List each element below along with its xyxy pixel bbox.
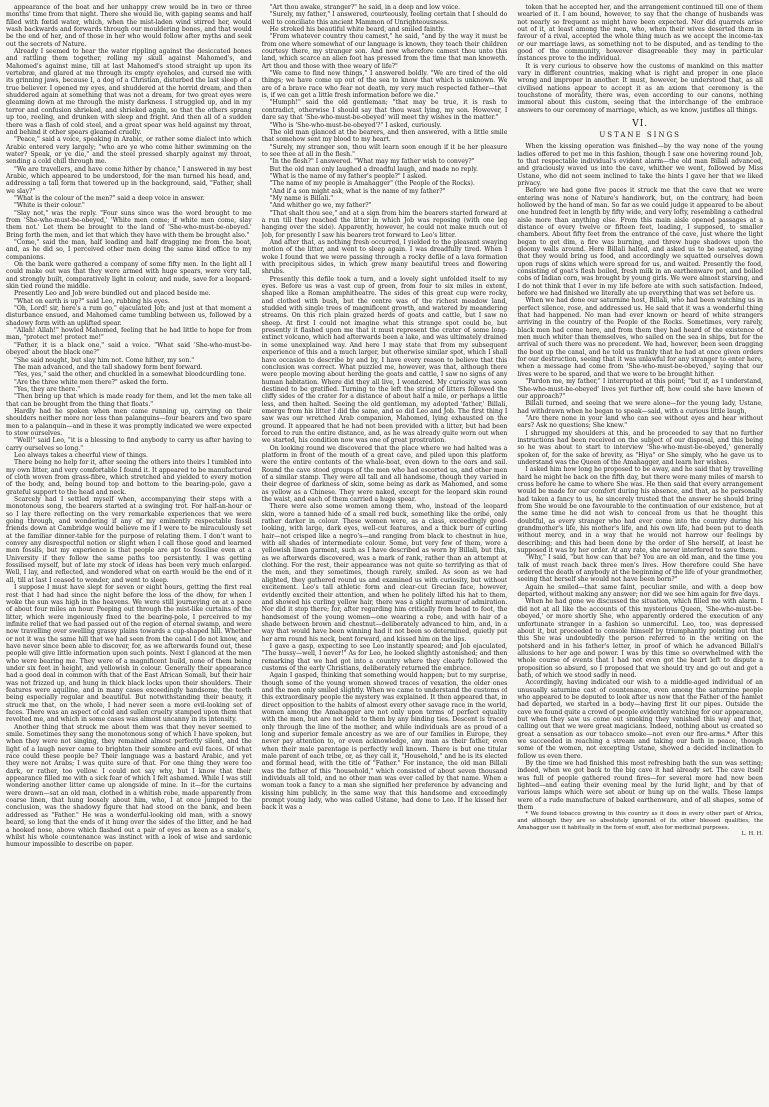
paragraph: Presently Leo and Job were bundled out and placed beside me. [14,290,211,298]
paragraph: "My name is Billali." [269,194,334,202]
paragraph: "Allah! Allah!" howled Mahomed, feeling that he had little to hope for from man, "protect me! protect me!" [6,327,252,342]
paragraph: Before we had gone five paces it struck me that the cave that we were entering was none of Nature's handiwork, but, on the contrary, had been hollowed by the hand of man. So far as we could judge it appeared to be about one hundred feet in length by fifty wide, and very lofty, resembling a cathedral aisle more than anything else. From this main aisle opened passages at a distance of every twelve or fifteen feet, leading, I supposed, to smaller chambers. About fifty feet from the entrance of the cave, just where the light began to get dim, a fire was burning, and threw huge shadows upon the gloomy walls around. Here Billali halted, and asked us to be seated, saying that they would bring us food, and accordingly we squatted ourselves down upon rugs of skins which were spread for us, and waited. Presently the food, consisting of goat's flesh boiled, fresh milk in an earthenware pot, and boiled cobs of Indian corn, was brought by young girls. We were almost starving, and I do not think that I ever in my life before ate with such satisfaction. Indeed, before we had finished we literally ate up everything that was set before us. [517,187,764,298]
paragraph: Hardly had he spoken when men came running up, carrying on their shoulders neither more nor less than palanquins—four bearers and two spare men to a palanquin—and in these it was promptly indicated we were expected to stow ourselves. [6,407,252,437]
footnote: * We found tobacco growing in this country as it does in every other part of Africa, and although they are so absolutely ignorant of its other blessed qualities, the Amahagger use it habitually in the form of snuff, also for medicinal purposes. [517,811,764,831]
paragraph: "And if a son might ask, what is the name of my father?" [269,187,446,195]
paragraph: "From whatever country thou camest," he said, "and by the way it must be from one where somewhat of our language is known, they teach their children courtesy there, my stranger son. And now wherefore camest thou unto this land, which scarce an alien foot has pressed from the time that man knoweth. Art thou and those with thee weary of life?" [261,33,508,70]
paragraph: "What on earth is up?" said Leo, rubbing his eyes. [14,297,170,305]
text-columns [6,4,763,1103]
column-1 [6,4,252,1103]
paragraph: Billali turned, and seeing that we were alone—for the young lady, Ustane, had withdrawn when he began to speak—said, with a curious little laugh, [517,400,764,415]
paragraph: "Well!" said Leo, "it is a blessing to find anybody to carry us after having to carry ourselves so long." [6,437,252,452]
column-3 [517,4,763,1103]
paragraph: When the kissing operation was finished—by the way none of the young ladies offered to pet me in this fashion, though I saw one hovering round Job, to that respectable individual's evident alarm—the old man Billali advanced, and graciously waved us into the cave, whither we went, followed by Miss Ustane, who did not seem inclined to take the hints I gave her that we liked privacy. [517,143,764,187]
paragraph: When we had done our saturnine host, Billali, who had been watching us in perfect silence, rose, and addressed us. He said that it was a wonderful thing that had happened. No man had ever known or heard of white strangers arriving in the country of the People of the Rocks. Sometimes, very rarely, black men had come here, and from them they had heard of the existence of men much whiter than themselves, who sailed on the sea in ships, but for the arrival of such there was no precedent. We had, however, been seen dragging the boat up the canal, and he told us frankly that he had at once given orders for our destruction, seeing that it was unlawful for any stranger to enter here, when a message had come from 'She-who-must-be-obeyed,' saying that our lives were to be spared, and that we were to be brought hither. [517,297,764,378]
paragraph: "That shalt thou see," and at a sign from him the bearers started forward at a run till they reached the litter in which Job was reposing (with one leg hanging over the side). Apparently, however, he could not make much out of Job, for presently I saw his bearers trot forward to Leo's litter. [261,209,508,239]
paragraph: "Pardon me, my father," I interrupted at this point; "but if, as I understand, 'She-who-must-be-obeyed' lives yet further off, how could she have known of our approach?" [517,378,764,400]
paragraph: The man advanced, and the tall shadowy form bent forward. [14,363,203,371]
paragraph: "In the flesh?" I answered. "What may my father wish to convey?" [269,158,475,166]
paragraph: Presently this defile took a turn, and a lovely sight unfolded itself to my eyes. Before us was a vast cup of green, from four to six miles in extent, shaped like a Roman amphitheatre. The sides of this great cup were rocky, and clothed with bush, but the centre was of the richest meadow land, studded with single trees of magnificent growth, and watered by meandering streams. On this rich plain grazed herds of goats and cattle, but I saw no sheep. At first I could not imagine what this strange spot could be, but presently it flashed upon me that it must represent the crater of some long-extinct volcano, which had afterwards been a lake, and was ultimately drained in some unexplained way. And here I may state that from my subsequent experience of this and a much larger, but otherwise similar spot, which I shall have occasion to describe by and by, I have every reason to believe that this conclusion was correct. What puzzled me, however, was that, although there were people moving about herding the goats and cattle, I saw no signs of any human habitation. Where did they all live, I wondered. My curiosity was soon destined to be gratified. Turning to the left the string of litters followed the cliffy sides of the crater for a distance of about half a mile, or perhaps a little less, and then halted. Seeing the old gentleman, my adopted 'father,' Billali, emerge from his litter I did the same, and so did Leo and Job. The first thing I saw was our wretched Arab companion, Mahomed, lying exhausted on the ground. It appeared that he had not been provided with a litter, but had been forced to run the entire distance, and, as he was already quite worn out when we started, his condition now was one of great prostration. [261,275,508,445]
column-2 [262,4,508,1103]
paragraph: "Surely, my father," I answered, courteously, feeling certain that I should do well to conciliate this ancient Mammon of Unrighteousness. [261,11,508,26]
paragraph: "Are there none in your land who can see without eyes and hear without ears? Ask no questions; She knew." [517,414,764,430]
paragraph: Already I seemed to hear the water rippling against the desiccated bones and rattling them together, rolling my skull against Mahomed's, and Mahomed's against mine, till at last Mahomed's stood straight up upon its vertebræ, and glared at me through its empty eyeholes, and cursed me with its grinning jaws, because I, a dog of a Christian, disturbed the last sleep of a true believer. I opened my eyes, and shuddered at the horrid dream, and then shuddered again at something that was not a dream, for two great eyes were gleaming down at me through the misty darkness. I struggled up, and in my terror and confusion shrieked, and shrieked again, so that the others sprang up too, reeling, and drunken with sleep and fright. And then all of a sudden there was a flash of cold steel, and a great spear was held against my throat, and behind it other spears gleamed cruelly. [6,48,252,136]
paragraph: There were also some women among them, who, instead of the leopard skin, wore a tanned hide of a small red buck, something like the oribé, only rather darker in colour. These women were, as a class, exceedingly good-looking, with large, dark eyes, well-cut features, and a thick burr of curling hair—not crisped like a negro's—and ranging from black to chestnut in hue, with all shades of intermediate colour. Some, but very few of them, wore a yellowish linen garment, such as I have described as worn by Billali, but this, as we afterwards discovered, was a mark of rank, rather than an attempt at clothing. For the rest, their appearance was not quite so terrifying as that of the men, and they sometimes, though rarely, smiled. As soon as we had alighted, they gathered round us and examined us with curiosity, but without excitement. Leo's tall athletic form and clear-cut Grecian face, however, evidently excited their attention, and when he politely lifted his hat to them, and showed his curling yellow hair, there was a slight murmur of admiration. Nor did it stop there; for, after regarding him critically from head to foot, the handsomest of the young women—one wearing a robe, and with hair of a shade between brown and chestnut—deliberately advanced to him, and, in a way that would have been winning had it not been so determined, quietly put her arm round his neck, bent forward, and kissed him on the lips. [261,503,508,643]
paragraph: I gave a gasp, expecting to see Leo instantly speared; and Job ejaculated, "The hussy—well, I never!" As for Leo, he looked slightly astonished; and then remarking that we had got into a country where they clearly followed the customs of the early Christians, deliberately returned the embrace. [261,642,508,672]
paragraph: "The name of my people is Amahagger" (the People of the Rocks). [269,180,475,188]
column-3-intro [517,4,763,114]
paragraph: Accordingly, having indicated our wish to a middle-aged individual of an unusually saturnine cast of countenance, even among the saturnine people who appeared to be deputed to look after us now that the Father of the hamlet had departed, we started in a body—having first lit our pipes. Outside the cave we found quite a crowd of people evidently watching for our appearance, but when they saw us come out smoking they vanished this way and that, calling out that we were great magicians. Indeed, nothing about us created so great a sensation as our tobacco smoke—not even our fire-arms.* After this we succeeded in reaching a stream and taking our bath in peace, though some of the women, not excepting Ustane, showed a decided inclination to follow us even there. [517,679,764,760]
paragraph: "Peace," said a voice, speaking in Arabic, or rather some dialect into which Arabic entered very largely; "who are ye who come hither swimming on the water? Speak, or ye die," and the steel pressed sharply against my throat, sending a cold chill through me. [6,136,252,166]
chapter-body [517,143,763,811]
paragraph: "Yes, they are there." [14,385,81,393]
paragraph: appearance of the boat and her unhappy crew would be in two or three months' time from that night. There she would lie, with gaping seams and half filled with fœtid water, which, when the mist-laden wind stirred her, would wash backwards and forwards through our mouldering bones, and that would be the end of her, and of those in her who would follow after myths and seek out the secrets of Nature. [6,4,252,48]
paragraph: "She said nought, but slay him not. Come hither, my son." [14,356,195,364]
paragraph: "Then bring up that which is made ready for them, and let the men take all that can be brought from the thing that floats." [6,393,252,408]
paragraph: "Come," said the man, half leading and half dragging me from the boat, and, as he did so, I perceived other men doing the same kind office to my companions. [6,239,252,261]
signature: L. H. H. [741,831,764,838]
paragraph: On looking round we discovered that the place where we had halted was a platform in front of the mouth of a great cave, and piled upon this platform were the entire contents of the whale-boat, even down to the oars and sail. Round the cave stood groups of the men who had escorted us, and other men of a similar stamp. They were all tall and all handsome, though they varied in their degree of darkness of skin, some being as dark as Mahomed, and some as yellow as a Chinese. They were naked, except for the leopard skin round the waist, and each of them carried a huge spear. [261,444,508,504]
paragraph: I suppose I must have slept for seven or eight hours, getting the first real rest that I had had since the night before the loss of the dhow, for when I woke the sun was high in the heavens. We were still journeying on at a pace of about four miles an hour. Peeping out through the mist-like curtains of the litter, which were ingeniously fixed to the bearing-pole, I perceived to my infinite relief that we had passed out of the region of eternal swamp, and were now travelling over swelling grassy plains towards a cup-shaped hill. Whether or not it was the same hill that we had seen from the canal I do not know, and have never since been able to discover, for, as we afterwards found out, these people will give little information upon such points. Next I glanced at the men who were bearing me. They were of a magnificent build, none of them being under six feet in height, and yellowish in colour. Generally their appearance had a good deal in common with that of the East African Somali, but their hair was not frizzed up, and hung in thick black locks upon their shoulders. Their features were aquiline, and in many cases exceedingly handsome, the teeth being especially regular and beautiful. But notwithstanding their beauty, it struck me that, on the whole, I had never seen a more evil-looking set of faces. There was an aspect of cold and sullen cruelty stamped upon them that revolted me, and which in some cases was almost uncanny in its intensity. [6,584,252,724]
paragraph: And after that, as nothing fresh occurred, I yielded to the pleasant swaying motion of the litter, and went to sleep again. I was dreadfully tired. When I woke I found that we were passing through a rocky defile of a lava formation with precipitous sides, in which grew many beautiful trees and flowering shrubs. [261,239,508,276]
paragraph: Again I gasped, thinking that something would happen; but to my surprise, though some of the young women showed traces of vexation, the older ones and the men only smiled slightly. When we came to understand the customs of this extraordinary people the mystery was explained. It then appeared that, in direct opposition to the habits of almost every other savage race in the world, women among the Amahagger are not only upon terms of perfect equality with the men, but are not held to them by any binding ties. Descent is traced only through the line of the mother, and while individuals are as proud of a long and superior female ancestry as we are of our families in Europe, they never pay attention to, or even acknowledge, any man as their father, even when their male parentage is perfectly well known. There is but one titular male parent of each tribe, or, as they call it, "Household," and he is its elected and formal head, with the title of "Father." For instance, the old man Billali was the father of this "household," which consisted of about seven thousand individuals all told, and no other man was ever called by that name. When a woman took a fancy to a man she signified her preference by advancing and kissing him publicly, in the same way that this handsome and exceedingly prompt young lady, who was called Ustane, had done to Leo. If he kissed her back it was a [261,672,508,812]
paragraph: Scarcely had I settled myself when, accompanying their steps with a monotonous song, the bearers started at a swinging trot. For half-an-hour or so I lay there reflecting on the very remarkable experiences that we were going through, and wondering if any of my eminently respectable fossil friends down at Cambridge would believe me if I were to be miraculously set at the familiar dinner-table for the purpose of relating them. I don't want to convey any disrespectful notion or slight when I call those good and learned men fossils, but my experience is that people are apt to fossilise even at a University if they follow the same paths too persistently. I was getting fossilised myself, but of late my stock of ideas has been very much enlarged. Well, I lay, and reflected, and wondered what on earth would be the end of it all, till at last I ceased to wonder, and went to sleep. [6,496,252,584]
paragraph: "Surely, my stranger son, thou wilt learn soon enough if it be her pleasure to see thee at all in the flesh." [261,143,508,158]
paragraph: Leo always takes a cheerful view of things. [14,451,148,459]
paragraph: There being no help for it, after seeing the others into theirs I tumbled into my own litter, and very comfortable I found it. It appeared to be manufactured of cloth woven from grass-fibre, which stretched and yielded to every motion of the body, and, being bound top and bottom to the bearing-pole, gave a grateful support to the head and neck. [6,459,252,496]
paragraph: "We are travellers, and have come hither by chance," I answered in my best Arabic, which appeared to be understood, for the man turned his head, and, addressing a tall form that towered up in the background, said, "Father, shall we slay?" [6,165,252,195]
paragraph: I asked him how long he proposed to be away, and he said that by travelling hard he might be back on the fifth day, but there were many miles of marsh to cross before he came to where She was. He then said that every arrangement would be made for our comfort during his absence, and that, as he personally had taken a fancy to us, he sincerely trusted that the answer he should bring from She would be one favourable to the continuation of our existence, but at the same time he did not wish to conceal from us that he thought this doubtful, as every stranger who had ever come into the country during his grandmother's life, his mother's life, and his own life, had been put to death without mercy, and in a way that he would not harrow our feelings by describing; and this had been done by the order of She herself, at least he supposed it was by her order. At any rate, she never interfered to save them. [517,466,764,555]
paragraph: "What is the name of my father's people?" I asked. [269,172,428,180]
paragraph: "Oh, Lord! sir, here's a rum go," ejaculated Job; and just at that moment a disturbance ensued, and Mahomed came tumbling between us, followed by a shadowy form with an uplifted spear. [6,305,252,327]
paragraph: "Slay not," was the reply. "Four suns since was the word brought to me from 'She-who-must-be-obeyed,' 'White men come; if white men come, slay them not.' Let them be brought to the land of 'She-who-must-be-obeyed.' Bring forth the men, and let that which they have with them be brought also." [6,209,252,239]
paragraph: "Art thou awake, stranger?" he said, in a deep and low voice. [269,4,461,11]
paragraph: Again he smiled—that same faint, peculiar smile, and with a deep bow departed, without making any answer; nor did we see him again for five days. [517,583,764,599]
paragraph: But the old man only laughed a dreadful laugh, and made no reply. [269,165,478,173]
paragraph: "And whither go we, my father?" [269,202,372,210]
paragraph: Another thing that struck me about them was that they never seemed to smile. Sometimes they sang the monotonous song of which I have spoken, but when they were not singing, they remained almost perfectly silent, and the light of a laugh never came to brighten their sombre and evil faces. Of what race could these people be? Their language was a bastard Arabic, and yet they were not Arabs; I was quite sure of that. For one thing they were too dark, or rather, too yellow. I could not say why, but I know that their appearance filled me with a sick fear of which I felt ashamed. While I was still wondering another litter came up alongside of mine. In it—for the curtains were drawn—sat an old man, clothed in a whitish robe, made apparently from coarse linen, that hung loosely about him, who, I at once jumped to the conclusion, was the shadowy figure that had stood on the bank, and been addressed as "Father." He was a wonderful-looking old man, with a snowy beard, so long that the ends of it hung over the sides of the litter, and he had a hooked nose, above which flashed out a pair of eyes as keen as a snake's, whilst his whole countenance was instinct with a look of wise and sardonic humour impossible to describe on paper. [6,723,252,849]
paragraph: The old man glanced at the bearers, and then answered, with a little smile that somehow sent my blood to my heart. [261,128,508,144]
paragraph: "Father, it is a black one," said a voice. "What said 'She-who-must-be-obeyed' about the black one?" [6,341,252,357]
paragraph: It is very curious to observe how the customs of mankind on this matter vary in different countries, making what is right and proper in one place wrong and improper in another. It must, however, be understood that, as all civilised nations appear to accept it as an axiom that ceremony is the touchstone of morality, there was, even according to our canons, nothing immoral about this custom, seeing that the interchange of the embrace answers to our ceremony of marriage, which, as we know, justifies all things. [517,62,764,114]
chapter-title: USTANE SINGS [599,131,681,140]
paragraph: "Are the three white men there?" asked the form. [14,378,169,386]
chapter-number: VI. [632,119,649,130]
paragraph: "Who is 'She-who-must-be-obeyed'?" I asked, curiously. [269,121,442,129]
paragraph: "Humph!" said the old gentleman; "that may be true, it is rash to contradict, otherwise I should say that thou wast lying, my son. However, I dare say that 'She-who-must-be-obeyed' will meet thy wishes in the matter." [261,99,508,122]
paragraph: "What is the colour of the men?" said a deep voice in answer. [14,194,205,202]
paragraph: "Why," I said, "but how can that be? You are an old man, and the time you talk of must reach back three men's lives. How therefore could She have ordered the death of anybody at the beginning of the life of your grandmother, seeing that herself she would not have been born?" [517,554,764,584]
paragraph: By the time we had finished this most refreshing bath the sun was setting; indeed, when we got back to the big cave it had already set. The cave itself was full of people gathered round fires—for several more had now been lighted—and eating their evening meal by the lurid light, and by that of various lamps which were set about or hung up on the walls. These lamps were of a rude manufacture of baked earthenware, and of all shapes, some of them [517,760,764,812]
paragraph: "Yes, yes," said the other, and chuckled in a somewhat bloodcurdling tone. [14,371,247,379]
paragraph: On the bank were gathered a company of some fifty men. In the light all I could make out was that they were armed with huge spears, were very tall, and strongly built, comparatively light in colour, and nude, save for a leopard-skin tied round the middle. [6,261,252,291]
paragraph: "We came to find new things," I answered boldly. "We are tired of the old things; we have come up out of the sea to know that which is unknown. We are of a brave race who fear not death, my very much respected father—that is, if we can get a little fresh information before we die." [261,70,508,100]
paragraph: I shrugged my shoulders at this, and he proceeded to say that no further instructions had been received on the subject of our disposal, and this being so he was about to start to interview 'She-who-must-be-obeyed,' generally spoken of, for the sake of brevity, as "Hiya" or She simply, who he gave us to understand was the Queen of the Amahagger, and learn her wishes. [517,429,764,466]
paragraph: He stroked his beautiful white beard, and smiled faintly. [269,26,445,34]
paragraph: When he had gone we discussed the situation, which filled me with alarm. I did not at all like the accounts of this mysterious Queen, 'She-who-must-be-obeyed,' or more shortly She, who apparently ordered the execution of any unfortunate stranger in a fashion so unmerciful. Leo, too, was depressed about it, but proceeded to console himself by triumphantly pointing out that this She was undoubtedly the person referred to in the writing on the potsherd and in his father's letter, in proof of which he advanced Billali's allusions to her age and power. I was by this time so overwhelmed with the whole course of events that I had not even got the heart left to dispute a proposition so absurd, so I proposed that we should try and go out and get a bath, of which we stood sadly in need. [517,598,764,679]
paragraph: "White is their colour." [14,202,85,210]
paragraph: token that he accepted her, and the arrangement continued till one of them wearied of it. I am bound, however, to say that the change of husbands was not nearly so frequent as might have been expected. Nor did quarrels arise out of it, at least among the men, who, when their wives deserted them in favour of a rival, accepted the whole thing much as we accept the income-tax or our marriage laws, as something not to be disputed, and as tending to the good of the community, however disagreeable they may in particular instances prove to the individual. [517,4,764,63]
